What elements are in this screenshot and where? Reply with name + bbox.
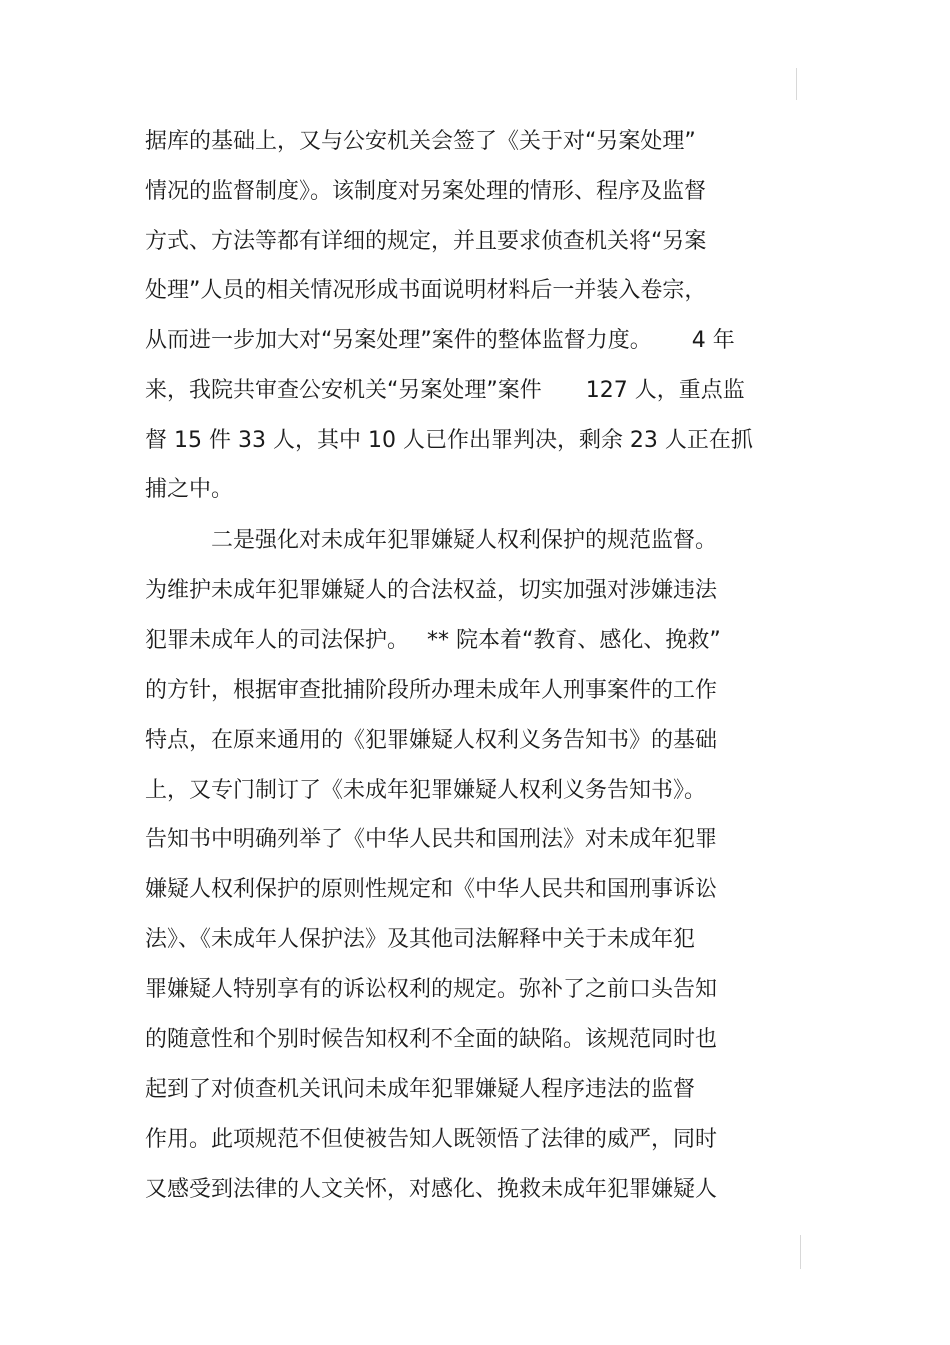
text-line: 从而进一步加大对“另案处理”案件的整体监督力度。 4 年	[145, 328, 735, 353]
text-line: 嫌疑人权利保护的原则性规定和《中华人民共和国刑事诉讼	[145, 877, 718, 902]
text-line: 又感受到法律的人文关怀，对感化、挽救未成年犯罪嫌疑人	[145, 1177, 718, 1202]
text-line: 犯罪未成年人的司法保护。 ** 院本着“教育、感化、挽救”	[145, 628, 721, 653]
text-line: 捕之中。	[145, 477, 234, 502]
text-line: 的随意性和个别时候告知权利不全面的缺陷。该规范同时也	[145, 1027, 718, 1052]
text-line: 来，我院共审查公安机关“另案处理”案件 127 人，重点监	[145, 378, 745, 403]
margin-mark-top	[796, 68, 797, 100]
text-line: 作用。此项规范不但使被告知人既领悟了法律的威严，同时	[145, 1127, 718, 1152]
text-line: 特点，在原来通用的《犯罪嫌疑人权利义务告知书》的基础	[145, 728, 718, 753]
text-line: 督 15 件 33 人，其中 10 人已作出罪判决，剩余 23 人正在抓	[145, 428, 753, 453]
text-line: 起到了对侦查机关讯问未成年犯罪嫌疑人程序违法的监督	[145, 1077, 696, 1102]
margin-mark-bottom	[800, 1235, 801, 1269]
text-line: 据库的基础上，又与公安机关会签了《关于对“另案处理”	[145, 129, 696, 154]
text-line: 处理”人员的相关情况形成书面说明材料后一并装入卷宗，	[145, 278, 707, 303]
paragraph-heading: 二是强化对未成年犯罪嫌疑人权利保护的规范监督。	[145, 528, 718, 553]
text-line: 的方针，根据审查批捕阶段所办理未成年人刑事案件的工作	[145, 678, 718, 703]
text-line: 上，又专门制订了《未成年犯罪嫌疑人权利义务告知书》。	[145, 778, 707, 803]
text-line: 为维护未成年犯罪嫌疑人的合法权益，切实加强对涉嫌违法	[145, 578, 718, 603]
text-line: 情况的监督制度》。该制度对另案处理的情形、程序及监督	[145, 179, 707, 204]
text-line: 方式、方法等都有详细的规定，并且要求侦查机关将“另案	[145, 229, 707, 254]
text-line: 告知书中明确列举了《中华人民共和国刑法》对未成年犯罪	[145, 827, 718, 852]
text-line: 法》、《未成年人保护法》及其他司法解释中关于未成年犯	[145, 927, 696, 952]
text-line: 罪嫌疑人特别享有的诉讼权利的规定。弥补了之前口头告知	[145, 977, 718, 1002]
